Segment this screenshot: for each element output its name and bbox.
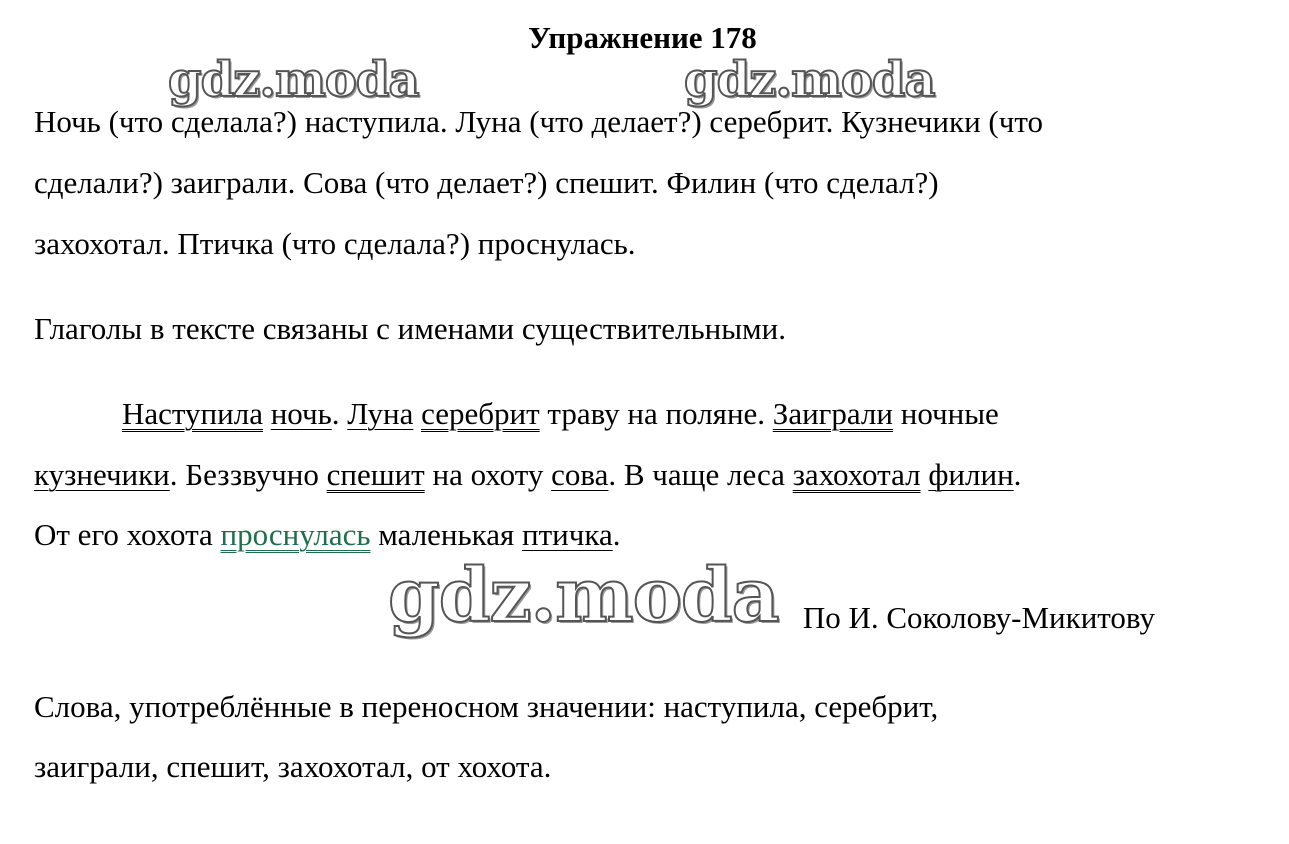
predicate-word: спешит [326,457,425,492]
predicate-word: Наступила [122,396,263,431]
predicate-word: проснулась [220,517,371,552]
predicate-word: захохотал [792,457,921,492]
subject-word: кузнечики [34,457,170,492]
predicate-word: серебрит [421,396,540,431]
paragraph-1-line-2: сделали?) заиграли. Сова (что делает?) спешит. Филин (что сделал?) [34,165,939,200]
paragraph-1-line-1: Ночь (что сделала?) наступила. Луна (что делает?) серебрит. Кузнечики (что [34,104,1043,139]
subject-word: филин [928,457,1014,492]
subject-word: сова [551,457,609,492]
watermark: gdz.moda [684,52,935,108]
paragraph-2: Глаголы в тексте связаны с именами существительными. [34,311,786,346]
subject-word: ночь [270,396,332,431]
paragraph-3-line-1: Слова, употреблённые в переносном значении: наступила, серебрит, [34,689,939,724]
predicate-word: Заиграли [772,396,893,431]
paragraph-1-line-3: захохотал. Птичка (что сделала?) проснулась. [34,226,636,261]
text-line-2: кузнечики. Беззвучно спешит на охоту сова. В чаще леса захохотал филин. [34,457,1022,492]
text-line-3: От его хохота проснулась маленькая птичка. [34,517,621,552]
text-line-1: Наступила ночь. Луна серебрит траву на поляне. Заиграли ночные [122,396,999,431]
watermark: gdz.moda [168,52,419,108]
subject-word: птичка [522,517,613,552]
author-attribution: По И. Соколову-Микитову [802,600,1155,635]
watermark: gdz.moda [388,553,779,639]
exercise-title: Упражнение 178 [528,20,757,55]
subject-word: Луна [347,396,414,431]
paragraph-3-line-2: заиграли, спешит, захохотал, от хохота. [34,749,552,784]
